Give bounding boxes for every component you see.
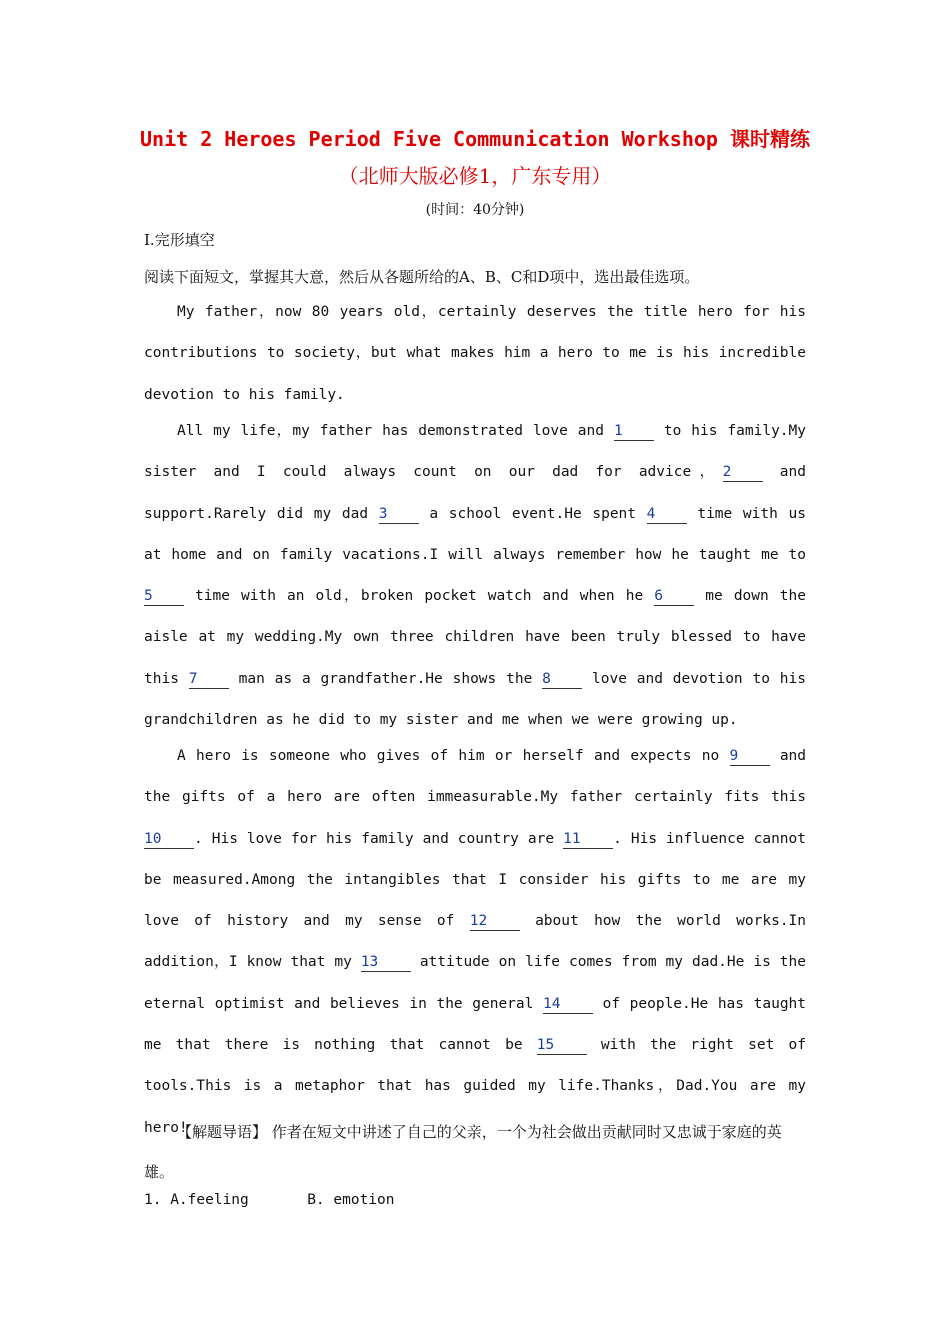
blank-12: 12	[470, 913, 520, 931]
passage-text: . His influence cannot be measured.Among the intangibles that I consider his gifts to me are my love of history and my sense of	[144, 830, 806, 930]
passage-text: with the right set of tools.This is a metaphor that has guided my life.Thanks，Dad.You are my hero!	[144, 1037, 806, 1136]
page-title: Unit 2 Heroes Period Five Communication Workshop 课时精练	[139, 127, 810, 151]
passage-text: and the gifts of a hero are often immeasurable.My father certainly fits this	[144, 748, 807, 806]
passage-text: me down the aisle at my wedding.My own three children have been truly blessed to have this	[144, 588, 806, 687]
blank-3: 3	[379, 506, 419, 524]
blank-6: 6	[654, 588, 694, 606]
passage-text: attitude on life comes from my dad.He is the eternal optimist and believes in the general	[144, 954, 806, 1012]
passage-text: time with us at home and on family vacations.I will always remember how he taught me to	[144, 505, 806, 563]
question-number: 1.	[144, 1192, 171, 1208]
blank-8: 8	[542, 671, 582, 689]
passage-text: A hero is someone who gives of him or herself and expects no	[177, 748, 730, 764]
section-heading: Ⅰ.完形填空	[144, 231, 215, 249]
passage-text: about how the world works.In addition，I know that my	[144, 913, 806, 971]
blank-14: 14	[543, 996, 593, 1014]
question-1	[144, 1192, 395, 1208]
section-instruction: 阅读下面短文，掌握其大意，然后从各题所给的A、B、C和D项中，选出最佳选项。	[144, 268, 700, 286]
passage-text: love and devotion to his grandchildren as he did to my sister and me when we were growing up.	[144, 670, 806, 729]
blank-1: 1	[614, 423, 654, 441]
passage-text: a school event.He spent	[418, 505, 647, 522]
blank-7: 7	[189, 671, 229, 689]
passage-text: and support.Rarely did my dad	[144, 464, 806, 522]
blank-9: 9	[730, 748, 770, 766]
passage-paragraph-2	[144, 411, 806, 741]
option-a[interactable]: A.feeling	[170, 1192, 249, 1208]
blank-4: 4	[647, 506, 687, 524]
blank-10: 10	[144, 831, 194, 849]
blank-13: 13	[361, 954, 411, 972]
blank-5: 5	[144, 588, 184, 606]
passage-paragraph-3	[144, 736, 806, 1149]
guide-label: 【解题导语】	[177, 1123, 268, 1141]
guide-text: 作者在短文中讲述了自己的父亲，一个为社会做出贡献同时又忠诚于家庭的英雄。	[144, 1123, 782, 1181]
passage-text: time with an old，broken pocket watch and when he	[184, 588, 655, 605]
guide-paragraph	[144, 1112, 806, 1192]
passage-text: man as a grandfather.He shows the	[228, 670, 543, 687]
page-subtitle: （北师大版必修1，广东专用）	[338, 164, 612, 188]
passage-text: to his family.My sister and I could always count on our dad for advice，	[144, 423, 806, 481]
passage-text: . His love for his family and country are	[194, 830, 564, 847]
blank-11: 11	[563, 831, 613, 849]
passage-text: of people.He has taught me that there is nothing that cannot be	[144, 995, 807, 1054]
option-b[interactable]: B. emotion	[307, 1192, 395, 1208]
passage-paragraph-1: My father，now 80 years old，certainly deserves the title hero for his contributions to society，but what makes him a hero to me is his incredible devotion to his family.	[144, 304, 806, 403]
time-limit: (时间：40分钟)	[425, 202, 525, 218]
blank-2: 2	[723, 464, 763, 482]
blank-15: 15	[537, 1037, 587, 1055]
passage-text: All my life，my father has demonstrated love and	[177, 423, 614, 439]
